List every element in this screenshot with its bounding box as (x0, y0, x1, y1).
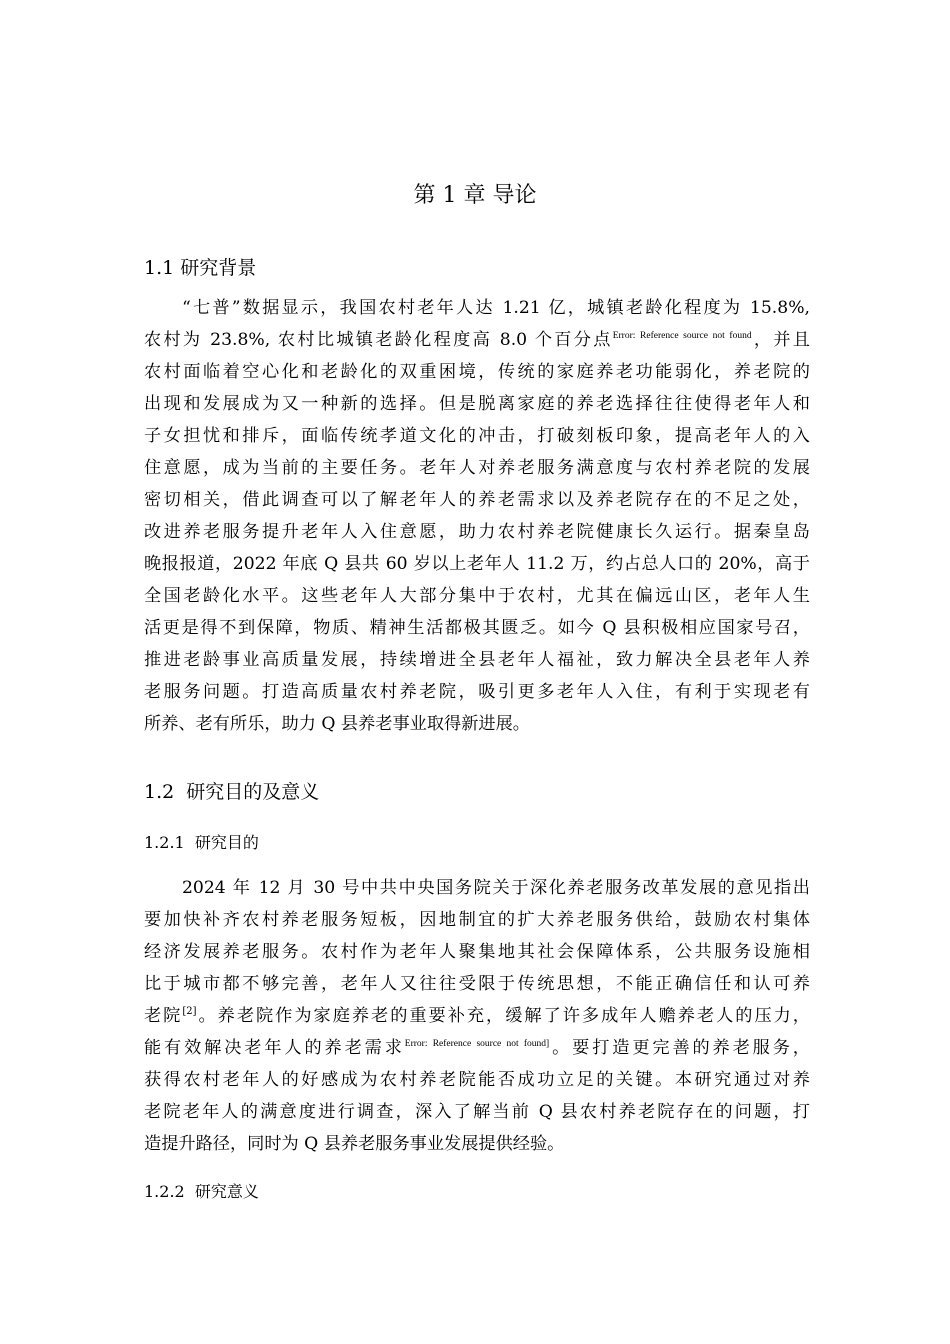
text-segment: 。要打造更完善的养老服务， (549, 1038, 810, 1058)
text-line: 比于城市都不够完善，老年人又往往受限于传统思想，不能正确信任和认可养 (144, 974, 810, 994)
text-segment: 。养老院作为家庭养老的重要补充，缓解了许多成年人赡养老人的压力， (196, 1006, 810, 1026)
text-segment: 老院 (144, 1006, 183, 1026)
text-line: 农村面临着空心化和老龄化的双重困境，传统的家庭养老功能弱化，养老院的 (144, 362, 810, 382)
text-line: “七普”数据显示，我国农村老年人达 1.21 亿，城镇老龄化程度为 15.8%, (182, 298, 810, 318)
paragraph-research-purpose (144, 872, 810, 1160)
text-line (144, 1032, 810, 1064)
subsection-heading-research-purpose: 1.2.1 研究目的 (144, 833, 259, 852)
citation-marker: [2] (182, 1006, 197, 1017)
text-line: 改进养老服务提升老年人入住意愿，助力农村养老院健康长久运行。据秦皇岛 (144, 522, 810, 542)
reference-error-note: Error: Reference source not found] (404, 1039, 550, 1049)
text-line: 获得农村老年人的好感成为农村养老院能否成功立足的关键。本研究通过对养 (144, 1070, 810, 1090)
text-line: 出现和发展成为又一种新的选择。但是脱离家庭的养老选择往往使得老年人和 (144, 394, 810, 414)
text-line (144, 324, 810, 356)
subsection-heading-research-significance: 1.2.2 研究意义 (144, 1182, 259, 1201)
text-line: 老院老年人的满意度进行调查，深入了解当前 Q 县农村养老院存在的问题，打 (144, 1102, 810, 1122)
text-line (144, 1000, 810, 1032)
section-heading-purpose-significance: 1.2 研究目的及意义 (144, 781, 320, 803)
section-heading-research-background: 1.1 研究背景 (144, 257, 257, 279)
text-line: 所养、老有所乐，助力 Q 县养老事业取得新进展。 (144, 714, 530, 734)
text-segment: ，并且 (751, 330, 810, 350)
text-line: 密切相关，借此调查可以了解老年人的养老需求以及养老院存在的不足之处， (144, 490, 810, 510)
text-line: 要加快补齐农村养老服务短板，因地制宜的扩大养老服务供给，鼓励农村集体 (144, 910, 810, 930)
text-line: 晚报报道，2022 年底 Q 县共 60 岁以上老年人 11.2 万，约占总人口的 20%，高于 (144, 554, 810, 574)
text-line: 活更是得不到保障，物质、精神生活都极其匮乏。如今 Q 县积极相应国家号召， (144, 618, 810, 638)
reference-error-note: Error: Reference source not found (612, 331, 752, 341)
chapter-title: 第 1 章 导论 (413, 183, 537, 208)
text-line: 全国老龄化水平。这些老年人大部分集中于农村，尤其在偏远山区，老年人生 (144, 586, 810, 606)
text-line: 子女担忧和排斥，面临传统孝道文化的冲击，打破刻板印象，提高老年人的入 (144, 426, 810, 446)
text-line: 住意愿，成为当前的主要任务。老年人对养老服务满意度与农村养老院的发展 (144, 458, 810, 478)
paragraph-research-background (144, 292, 810, 740)
text-line: 经济发展养老服务。农村作为老年人聚集地其社会保障体系，公共服务设施相 (144, 942, 810, 962)
text-line: 老服务问题。打造高质量农村养老院，吸引更多老年人入住，有利于实现老有 (144, 682, 810, 702)
text-segment: 农村为 23.8%, 农村比城镇老龄化程度高 8.0 个百分点 (144, 330, 613, 350)
text-line: 2024 年 12 月 30 号中共中央国务院关于深化养老服务改革发展的意见指出 (182, 878, 810, 898)
text-segment: 能有效解决老年人的养老需求 (144, 1038, 405, 1058)
text-line: 造提升路径，同时为 Q 县养老服务事业发展提供经验。 (144, 1134, 565, 1154)
text-line: 推进老龄事业高质量发展，持续增进全县老年人福祉，致力解决全县老年人养 (144, 650, 810, 670)
